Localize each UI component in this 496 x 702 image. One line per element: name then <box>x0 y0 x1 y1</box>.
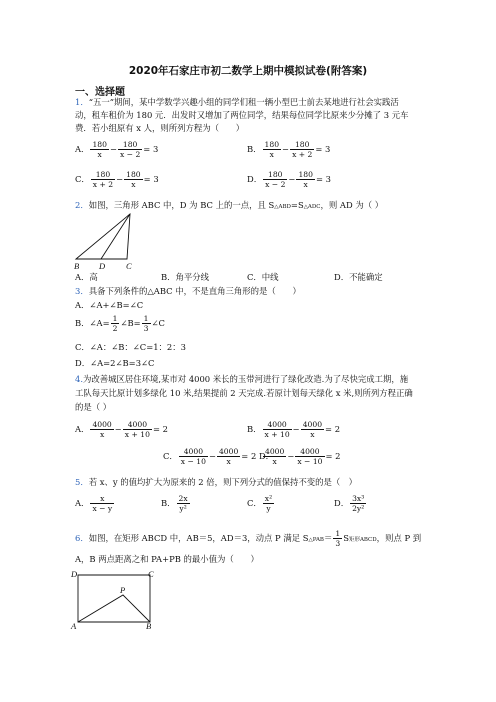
q2-option-b[interactable]: B．角平分线 <box>161 272 210 282</box>
q2-number: 2． <box>75 200 89 210</box>
q2-stem: 2．如图，三角形 ABC 中，D 为 BC 上的一点，且 S△ABD=S△ADC，则 AD 为（ ） <box>75 200 384 210</box>
q1-text-1: “五一”期间，某中学数学兴趣小组的同学们租一辆小型巴士前去某地进行社会实践活 <box>88 97 399 107</box>
q4-line3: 的是（ ） <box>75 402 112 412</box>
q3-option-c[interactable]: C．∠A：∠B：∠C=1：2：3 <box>75 342 186 352</box>
q5-number: 5． <box>75 477 89 487</box>
q1-option-d[interactable]: D． $\frac{180}{x - 2}$ − $\frac{180}{x}$ = 3 <box>247 170 331 189</box>
q1-line1 <box>75 96 399 108</box>
segments-pa-pb <box>78 595 150 622</box>
label-c: C <box>126 261 132 271</box>
q4-option-c[interactable]: C． $\frac{4000}{x - 10}$ − $\frac{4000}{x}$ = 2 D． <box>163 447 275 466</box>
rectangle-abcd <box>78 575 150 622</box>
label-c: C <box>148 569 154 579</box>
label-d: D <box>71 569 78 579</box>
q5-stem: 5．若 x、y 的值均扩大为原来的 2 倍，则下列分式的值保持不变的是（ ） <box>75 477 358 487</box>
q1-option-a[interactable]: A． $\frac{180}{x}$ − $\frac{180}{x - 2}$ = 3 <box>75 140 159 159</box>
triangle-abc <box>76 214 130 259</box>
label-b: B <box>74 261 80 271</box>
q4-line2: 工队每天比原计划多绿化 10 米,结果提前 2 天完成.若原计划每天绿化 x 米,则所列方程正确 <box>75 388 413 398</box>
q2-option-a[interactable]: A．高 <box>75 272 98 282</box>
label-p: P <box>120 585 126 595</box>
q4-option-a[interactable]: A． $\frac{4000}{x}$ − $\frac{4000}{x + 10}$ = 2 <box>75 420 168 439</box>
q5-option-a[interactable]: A． $\frac{x}{x - y}$ <box>75 494 113 513</box>
label-a: A <box>71 621 77 630</box>
q3-option-d[interactable]: D．∠A=2∠B=3∠C <box>75 358 155 368</box>
section-title: 一、选择题 <box>75 87 125 98</box>
q6-line2: A，B 两点距离之和 PA+PB 的最小值为（ ） <box>75 554 259 564</box>
q5-option-c[interactable]: C． $\frac{\text{x²}}{y}$ <box>247 494 273 513</box>
q3-option-a[interactable]: A．∠A+∠B=∠C <box>75 300 144 310</box>
label-b: B <box>146 621 152 630</box>
q6-number: 6． <box>75 533 89 543</box>
segment-ad <box>101 214 130 259</box>
q3-stem: 3．具备下列条件的△ABC 中，不是直角三角形的是（ ） <box>75 286 301 296</box>
q3-number: 3． <box>75 286 89 296</box>
label-d: D <box>99 261 106 271</box>
q5-option-d[interactable]: D． $\frac{\text{3x³}}{\text{2y²}}$ <box>334 494 365 513</box>
q1-option-b[interactable]: B． $\frac{180}{x}$ − $\frac{180}{x + 2}$ = 3 <box>247 140 331 159</box>
q1-number: 1． <box>75 97 89 107</box>
q2-option-c[interactable]: C．中线 <box>247 272 279 282</box>
q2-triangle-figure <box>72 210 142 272</box>
q1-option-c[interactable]: C． $\frac{180}{x + 2}$ − $\frac{180}{x}$ = 3 <box>75 170 159 189</box>
q1-line3: 费．若小组原有 x 人，则所列方程为（ ） <box>75 123 245 133</box>
q3-option-b[interactable]: B．∠A= $\frac{1}{2}$ ∠B= $\frac{1}{3}$ ∠C <box>75 314 165 333</box>
q6-line1: 6．如图，在矩形 ABCD 中，AB＝5，AD＝3，动点 P 满足 S△PAB＝ $\frac{1}{3}$ S矩形ABCD，则点 P 到 <box>75 529 422 548</box>
q2-option-d[interactable]: D．不能确定 <box>334 272 383 282</box>
q1-line2: 动，租车租价为 180 元．出发时又增加了两位同学，结果每位同学比原来少分摊了 3 元车 <box>75 110 409 120</box>
q4-number: 4. <box>75 374 83 384</box>
q4-option-d[interactable]: $\frac{4000}{x}$ − $\frac{4000}{x - 10}$ = 2 <box>265 447 341 466</box>
q6-rectangle-figure <box>68 566 160 630</box>
q5-option-b[interactable]: B． $\frac{2x}{\text{y²}}$ <box>161 494 188 513</box>
document-title: 2020年石家庄市初二数学上期中模拟试卷(附答案) <box>128 65 368 77</box>
q4-line1: 4.为改善城区居住环境,某市对 4000 米长的玉带河进行了绿化改造.为了尽快完成工期，施 <box>75 374 409 384</box>
q4-option-b[interactable]: B． $\frac{4000}{x + 10}$ − $\frac{4000}{x}$ = 2 <box>247 420 341 439</box>
